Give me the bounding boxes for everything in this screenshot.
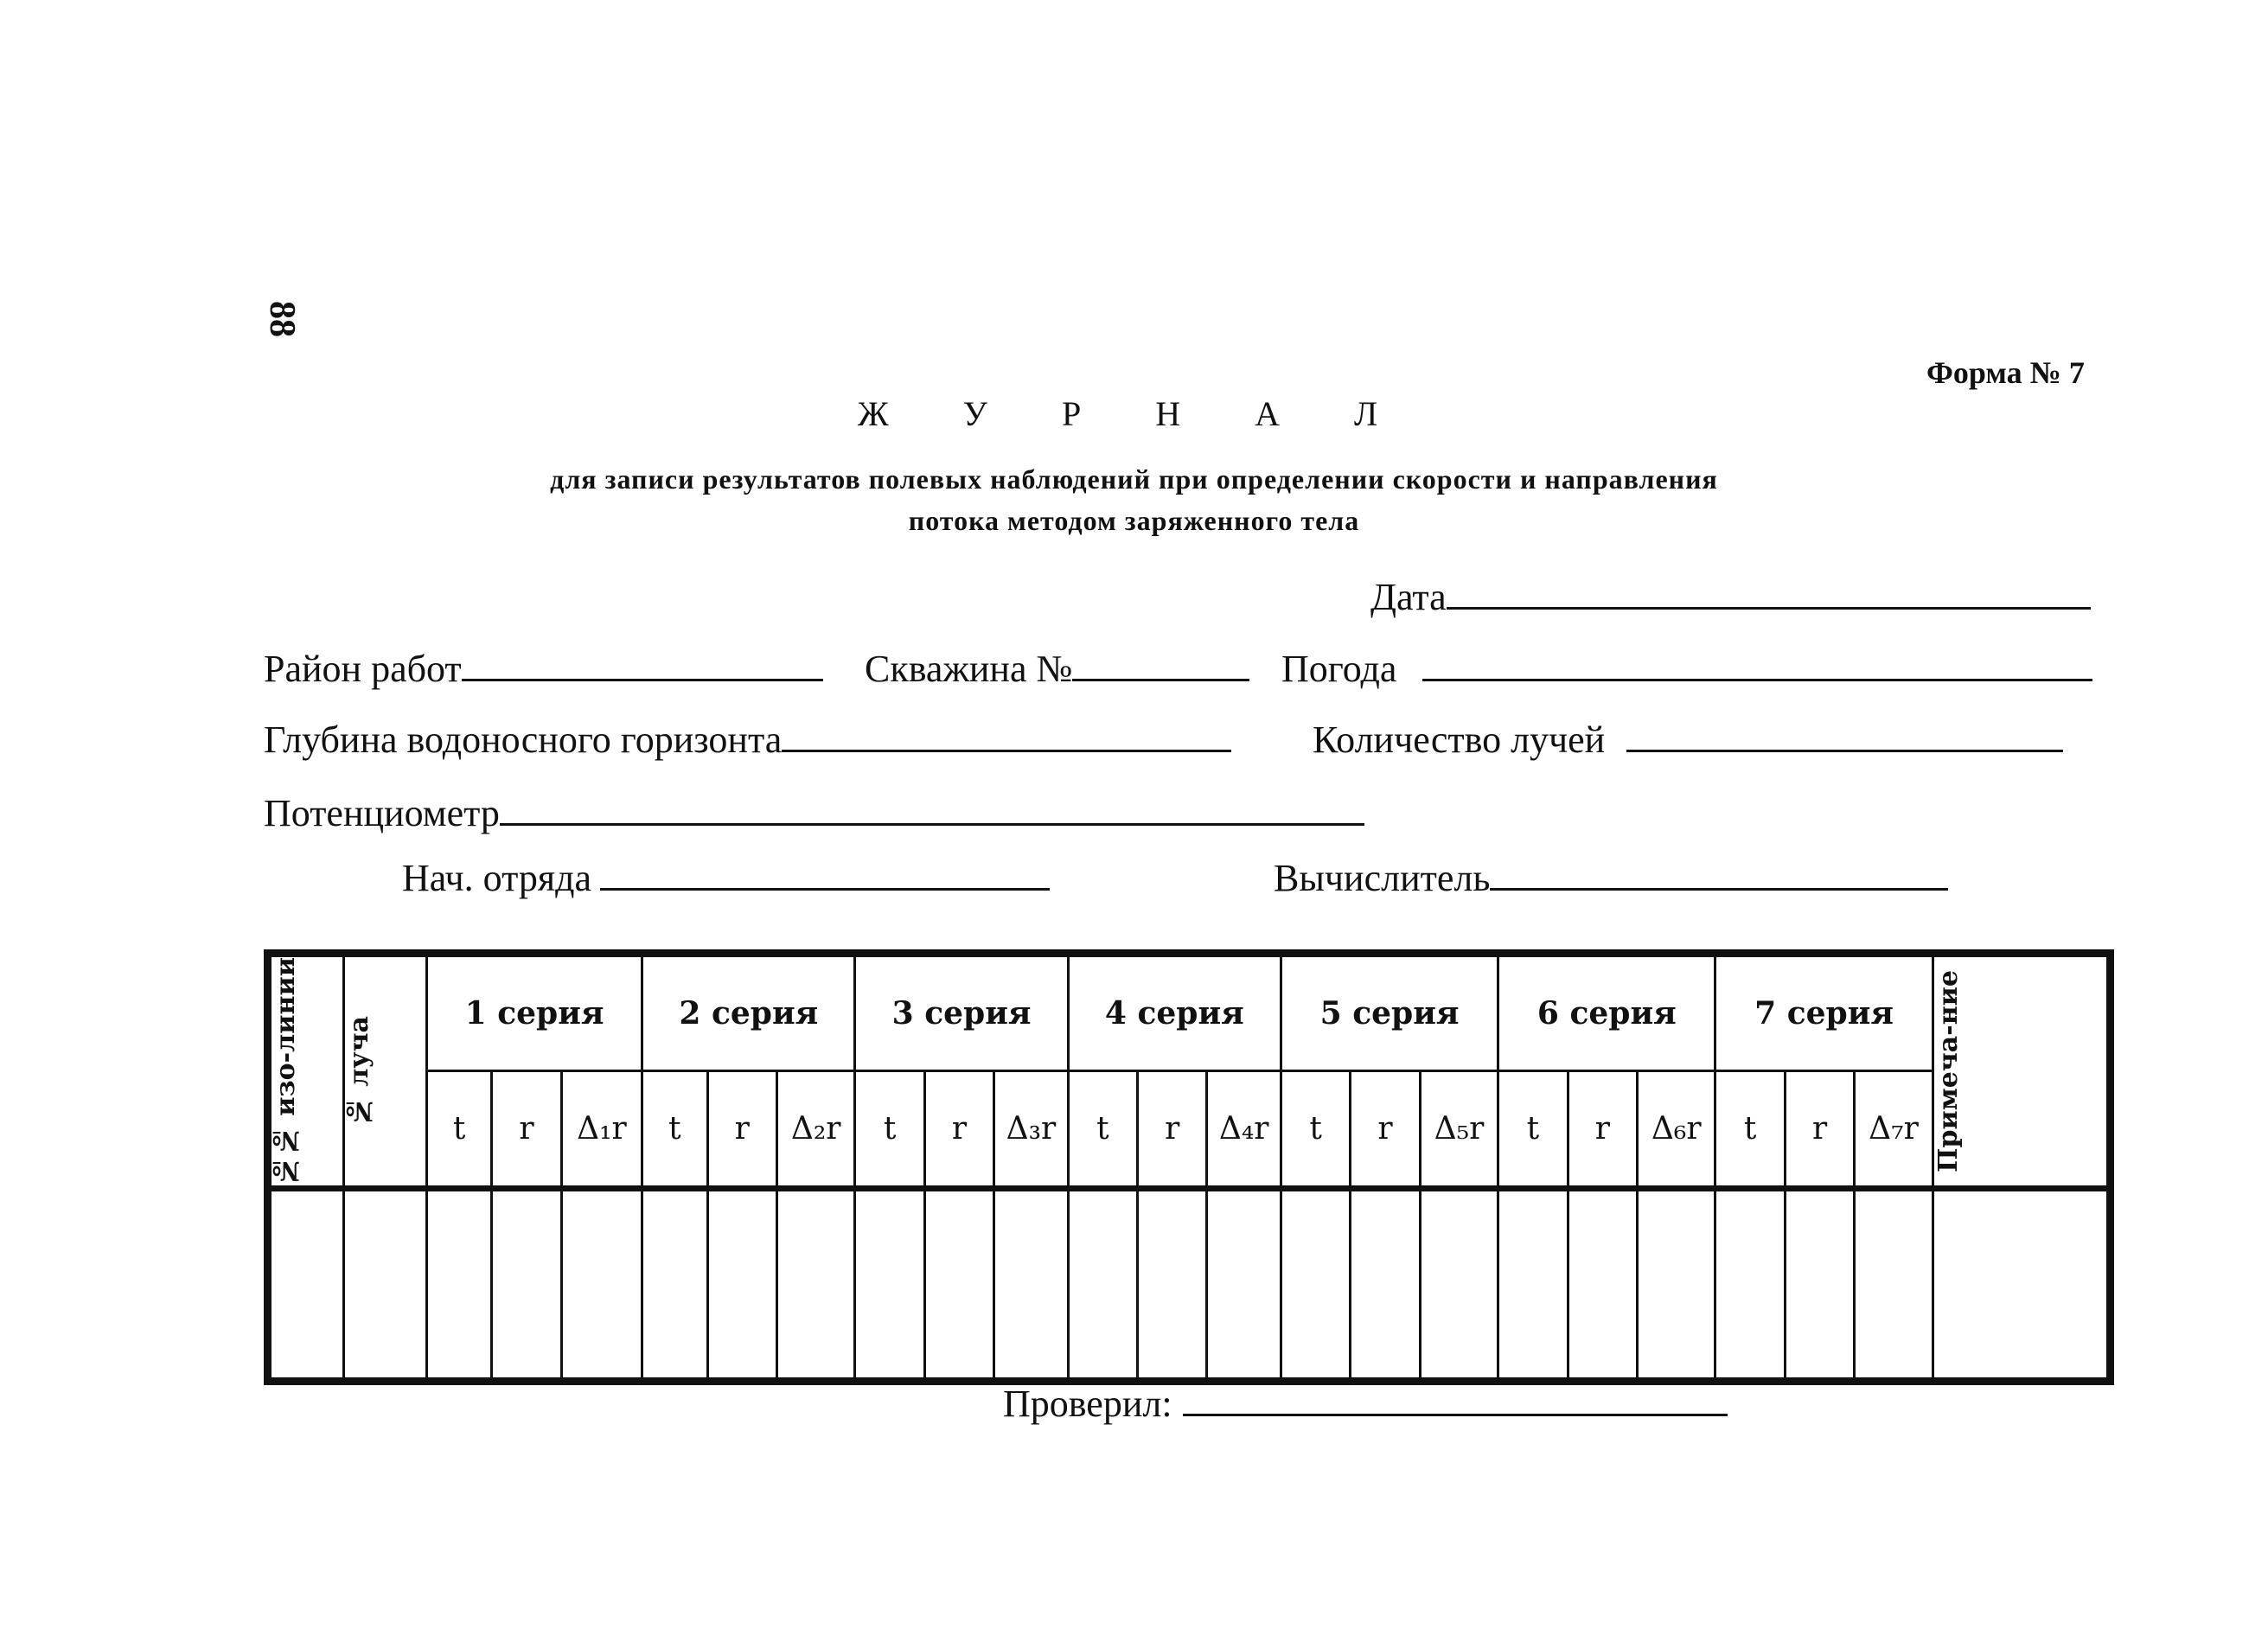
crew-chief-blank-line[interactable] bbox=[600, 887, 1050, 891]
isoline-header-label: №№ изо-линии bbox=[271, 957, 301, 1186]
series-1-header: 1 серия bbox=[426, 954, 642, 1071]
table-cell[interactable] bbox=[426, 1189, 491, 1382]
s4-delta-header: Δ₄r bbox=[1207, 1071, 1281, 1189]
isoline-header bbox=[268, 954, 344, 1189]
weather-label: Погода bbox=[1281, 648, 1397, 690]
table-cell[interactable] bbox=[344, 1189, 426, 1382]
ray-header-label: № луча bbox=[344, 1016, 375, 1127]
table-cell[interactable] bbox=[1138, 1189, 1207, 1382]
table-cell[interactable] bbox=[492, 1189, 561, 1382]
s3-delta-header: Δ₃r bbox=[994, 1071, 1068, 1189]
subtitle-line-2: потока методом заряженного тела bbox=[908, 505, 1360, 536]
s5-t-header: t bbox=[1281, 1071, 1350, 1189]
table-cell[interactable] bbox=[1068, 1189, 1137, 1382]
area-field[interactable] bbox=[264, 647, 823, 691]
s5-delta-header: Δ₅r bbox=[1420, 1071, 1498, 1189]
form-number: Форма № 7 bbox=[1926, 355, 2085, 390]
calculator-blank-line[interactable] bbox=[1490, 887, 1948, 891]
s4-r-header: r bbox=[1138, 1071, 1207, 1189]
series-3-header: 3 серия bbox=[855, 954, 1068, 1071]
page-number: 88 bbox=[262, 301, 302, 337]
table-cell[interactable] bbox=[1785, 1189, 1854, 1382]
s3-t-header: t bbox=[855, 1071, 924, 1189]
table-cell[interactable] bbox=[1207, 1189, 1281, 1382]
subtitle-line-1: для записи результатов полевых наблюдений при определении скорости и направления bbox=[550, 463, 1718, 495]
well-label: Скважина № bbox=[865, 648, 1073, 690]
date-field[interactable] bbox=[1370, 575, 2091, 619]
s6-r-header: r bbox=[1568, 1071, 1637, 1189]
area-label: Район работ bbox=[264, 648, 462, 690]
table-cell[interactable] bbox=[776, 1189, 854, 1382]
table-cell[interactable] bbox=[1568, 1189, 1637, 1382]
table-cell[interactable] bbox=[1351, 1189, 1420, 1382]
table-cell[interactable] bbox=[1498, 1189, 1568, 1382]
crew-chief-label: Нач. отряда bbox=[402, 857, 592, 899]
s2-delta-header: Δ₂r bbox=[776, 1071, 854, 1189]
table-cell[interactable] bbox=[855, 1189, 924, 1382]
depth-label: Глубина водоносного горизонта bbox=[264, 719, 783, 761]
s7-delta-header: Δ₇r bbox=[1855, 1071, 1933, 1189]
rays-count-label: Количество лучей bbox=[1313, 719, 1606, 761]
series-6-header: 6 серия bbox=[1498, 954, 1715, 1071]
s1-r-header: r bbox=[492, 1071, 561, 1189]
s1-delta-header: Δ₁r bbox=[561, 1071, 642, 1189]
well-field[interactable] bbox=[865, 647, 1249, 691]
note-header bbox=[1933, 954, 2110, 1189]
weather-field[interactable] bbox=[1281, 647, 2092, 691]
series-5-header: 5 серия bbox=[1281, 954, 1498, 1071]
table-cell[interactable] bbox=[268, 1189, 344, 1382]
table-cell[interactable] bbox=[561, 1189, 642, 1382]
rays-count-blank-line[interactable] bbox=[1626, 749, 2063, 752]
table-cell[interactable] bbox=[1715, 1189, 1785, 1382]
series-2-header: 2 серия bbox=[642, 954, 855, 1071]
s2-r-header: r bbox=[707, 1071, 776, 1189]
s2-t-header: t bbox=[642, 1071, 707, 1189]
s6-delta-header: Δ₆r bbox=[1638, 1071, 1715, 1189]
s5-r-header: r bbox=[1351, 1071, 1420, 1189]
table-cell[interactable] bbox=[1933, 1189, 2110, 1382]
table-cell[interactable] bbox=[1281, 1189, 1350, 1382]
rays-count-field[interactable] bbox=[1313, 718, 2063, 762]
crew-chief-field[interactable] bbox=[402, 856, 1050, 900]
ray-header bbox=[344, 954, 426, 1189]
table-cell[interactable] bbox=[1855, 1189, 1933, 1382]
series-4-header: 4 серия bbox=[1068, 954, 1281, 1071]
date-blank-line[interactable] bbox=[1447, 606, 2091, 610]
document-title: Ж У Р Н А Л bbox=[857, 394, 1411, 433]
s3-r-header: r bbox=[924, 1071, 993, 1189]
table-cell[interactable] bbox=[642, 1189, 707, 1382]
s7-r-header: r bbox=[1785, 1071, 1854, 1189]
checked-by-field[interactable] bbox=[1003, 1382, 1728, 1426]
calculator-field[interactable] bbox=[1274, 856, 1948, 900]
journal-table bbox=[264, 949, 2114, 1385]
depth-blank-line[interactable] bbox=[782, 749, 1231, 752]
area-blank-line[interactable] bbox=[462, 678, 823, 681]
well-blank-line[interactable] bbox=[1072, 678, 1249, 681]
note-header-label: Примеча-ние bbox=[1933, 970, 1964, 1173]
s6-t-header: t bbox=[1498, 1071, 1568, 1189]
table-row bbox=[268, 1189, 2111, 1382]
potentiometer-blank-line[interactable] bbox=[500, 822, 1364, 826]
s1-t-header: t bbox=[426, 1071, 491, 1189]
series-7-header: 7 серия bbox=[1715, 954, 1933, 1071]
checked-by-label: Проверил: bbox=[1003, 1383, 1172, 1425]
s4-t-header: t bbox=[1068, 1071, 1137, 1189]
table-cell[interactable] bbox=[707, 1189, 776, 1382]
s7-t-header: t bbox=[1715, 1071, 1785, 1189]
potentiometer-label: Потенциометр bbox=[264, 792, 500, 834]
table-cell[interactable] bbox=[1638, 1189, 1715, 1382]
table-cell[interactable] bbox=[994, 1189, 1068, 1382]
table-cell[interactable] bbox=[1420, 1189, 1498, 1382]
document-subtitle bbox=[0, 458, 2268, 541]
depth-field[interactable] bbox=[264, 718, 1231, 762]
date-label: Дата bbox=[1370, 576, 1447, 618]
calculator-label: Вычислитель bbox=[1274, 857, 1491, 899]
weather-blank-line[interactable] bbox=[1422, 678, 2092, 681]
table-cell[interactable] bbox=[924, 1189, 993, 1382]
potentiometer-field[interactable] bbox=[264, 791, 1364, 835]
checked-by-blank-line[interactable] bbox=[1183, 1413, 1728, 1416]
